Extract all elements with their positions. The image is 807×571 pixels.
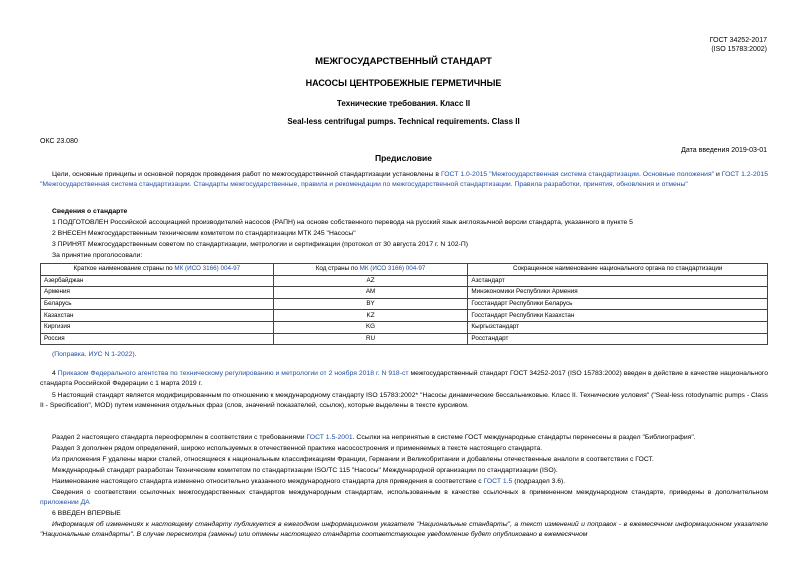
mk-iso-link[interactable]: МК (ИСО 3166) 004-97 bbox=[359, 265, 426, 273]
country-code: KZ bbox=[273, 310, 468, 322]
header-national-body: Сокращенное наименование национального органа по стандартизации bbox=[468, 264, 768, 276]
country-name: Армения bbox=[41, 287, 274, 299]
item-1: 1 ПОДГОТОВЛЕН Российской ассоциацией производителей насосов (РАПН) на основе собственного перевода на русский язык англоязычной версии стандарта, указанного в пункте 5 bbox=[52, 219, 633, 226]
national-body: Минэкономики Республики Армения bbox=[468, 287, 768, 299]
country-name: Беларусь bbox=[41, 298, 274, 310]
amendment-note bbox=[40, 350, 768, 360]
header-country-code: Код страны по МК (ИСО 3166) 004-97 bbox=[273, 264, 468, 276]
gost-1-2-link[interactable]: ГОСТ 1.2-2015 "Межгосударственная система стандартизации. Стандарты межгосударственные, правила и рекомендации по межгосударственной стандартизации. Правила разработки, принятия, обновления и отмены" bbox=[40, 171, 768, 188]
note-section-3: Раздел 3 дополнен рядом определений, широко используемых в отечественной практике насосостроения и применяемых в тексте настоящего стандарта. bbox=[52, 445, 543, 452]
header-country-name: Краткое наименование страны по МК (ИСО 3166) 004-97 bbox=[41, 264, 274, 276]
table-row bbox=[41, 310, 768, 322]
country-code: AM bbox=[273, 287, 468, 299]
country-name: Азербайджан bbox=[41, 275, 274, 287]
note-title-change: Наименование настоящего стандарта изменено относительно указанного международного стандарта для приведения в соответствие с ГОСТ 1.5 (подраздел 3.6). bbox=[52, 478, 566, 485]
note-iso-tc: Международный стандарт разработан Техническим комитетом по стандартизации ISO/TC 115 "Насосы" Международной организации по стандартизации (ISO). bbox=[52, 467, 558, 474]
foreword-heading: Предисловие bbox=[374, 153, 433, 163]
country-name: Казахстан bbox=[41, 310, 274, 322]
foreword-text-and: и bbox=[714, 171, 722, 178]
note-references: Сведения о соответствии ссылочных межгосударственных стандартов международным стандартам, использованным в качестве ссылочных в примененном международном стандарте, приведены в дополнительном приложении ДА bbox=[40, 489, 768, 506]
gost-1-0-link[interactable]: ГОСТ 1.0-2015 "Межгосударственная система стандартизации. Основные положения" bbox=[440, 171, 715, 178]
iso-number: (ISO 15783:2002) bbox=[711, 46, 767, 54]
national-body: Росстандарт bbox=[468, 333, 768, 345]
table-row bbox=[41, 287, 768, 299]
standard-type-title: МЕЖГОСУДАРСТВЕННЫЙ СТАНДАРТ bbox=[315, 56, 492, 67]
voted-label: За принятие проголосовали: bbox=[52, 252, 143, 259]
voting-states-table bbox=[40, 263, 768, 345]
country-code: RU bbox=[273, 333, 468, 345]
appendix-da-link[interactable]: приложении ДА bbox=[40, 498, 90, 506]
item-6: 6 ВВЕДЕН ВПЕРВЫЕ bbox=[52, 510, 121, 517]
standard-subtitle: Технические требования. Класс II bbox=[336, 99, 471, 108]
country-name: Киргизия bbox=[41, 321, 274, 333]
table-row bbox=[41, 321, 768, 333]
oks-code: ОКС 23.080 bbox=[40, 138, 78, 145]
introduction-date: Дата введения 2019-03-01 bbox=[681, 147, 767, 154]
table-header-row bbox=[41, 264, 768, 276]
gost-number: ГОСТ 34252-2017 bbox=[709, 37, 767, 44]
country-code: BY bbox=[273, 298, 468, 310]
item-3: 3 ПРИНЯТ Межгосударственным советом по стандартизации, метрологии и сертификации (протокол от 30 августа 2017 г. N 102-П) bbox=[52, 241, 468, 248]
table-row bbox=[41, 275, 768, 287]
country-name: Россия bbox=[41, 333, 274, 345]
rosstandart-order-link[interactable]: Приказом Федерального агентства по техническому регулированию и метрологии от 2 ноября 2018 г. N 918-ст bbox=[57, 370, 409, 377]
note-section-2: Раздел 2 настоящего стандарта переоформлен в соответствии с требованиями ГОСТ 1.5-2001. Ссылки на непринятые в системе ГОСТ международные стандарты перенесены в раздел "Библиография". bbox=[52, 434, 696, 441]
standard-name-title: НАСОСЫ ЦЕНТРОБЕЖНЫЕ ГЕРМЕТИЧНЫЕ bbox=[305, 78, 502, 88]
country-code: KG bbox=[273, 321, 468, 333]
country-code: AZ bbox=[273, 275, 468, 287]
item-4: 4 Приказом Федерального агентства по техническому регулированию и метрологии от 2 ноября 2018 г. N 918-ст межгосударственный стандарт ГОСТ 34252-2017 (ISO 15783:2002) введен в действие в качестве национального стандарта Российской Федерации с 1 марта 2019 г. bbox=[40, 370, 768, 387]
note-appendix-f: Из приложения F удалены марки сталей, относящиеся к национальным классификациям Франции, Германии и Великобритании и добавлены отечественные аналоги в соответствии с ГОСТ. bbox=[52, 456, 654, 463]
table-row bbox=[41, 333, 768, 345]
item-2: 2 ВНЕСЕН Межгосударственным техническим комитетом по стандартизации МТК 245 "Насосы" bbox=[52, 230, 356, 237]
amendment-link[interactable]: (Поправка. ИУС N 1-2022). bbox=[52, 351, 137, 358]
national-body: Кыргызстандарт bbox=[468, 321, 768, 333]
table-row bbox=[41, 298, 768, 310]
standard-english-title: Seal-less centrifugal pumps. Technical requirements. Class II bbox=[287, 117, 520, 126]
national-body: Азстандарт bbox=[468, 275, 768, 287]
changes-info: Информация об изменениях к настоящему стандарту публикуется в ежегодном информационном указателе "Национальные стандарты", а текст изменений и поправок - в ежемесячном информационном указателе "Национальные стандарты". В случае пересмотра (замены) или отмены настоящего стандарта соответствующее уведомление будет опубликовано в ежемесячном bbox=[40, 521, 768, 538]
document-code bbox=[710, 36, 767, 55]
foreword-paragraph bbox=[40, 170, 768, 189]
info-heading: Сведения о стандарте bbox=[52, 208, 128, 215]
national-body: Госстандарт Республики Казахстан bbox=[468, 310, 768, 322]
gost-1-5-link[interactable]: ГОСТ 1.5 bbox=[483, 478, 513, 485]
mk-iso-link[interactable]: МК (ИСО 3166) 004-97 bbox=[174, 265, 241, 273]
national-body: Госстандарт Республики Беларусь bbox=[468, 298, 768, 310]
foreword-text: Цели, основные принципы и основной порядок проведения работ по межгосударственной стандартизации установлены в bbox=[52, 171, 441, 178]
gost-1-5-2001-link[interactable]: ГОСТ 1.5-2001 bbox=[306, 434, 353, 441]
item-5: 5 Настоящий стандарт является модифицированным по отношению к международному стандарту ISO 15783:2002* "Насосы динамические бессальниковые. Класс II. Технические условия" ("Seal-less rotodynamic pumps - Class II - Specification", MOD) путем изменения отдельных фраз (слов, значений показателей, ссылок), которые выделены в тексте курсивом. bbox=[40, 392, 768, 409]
